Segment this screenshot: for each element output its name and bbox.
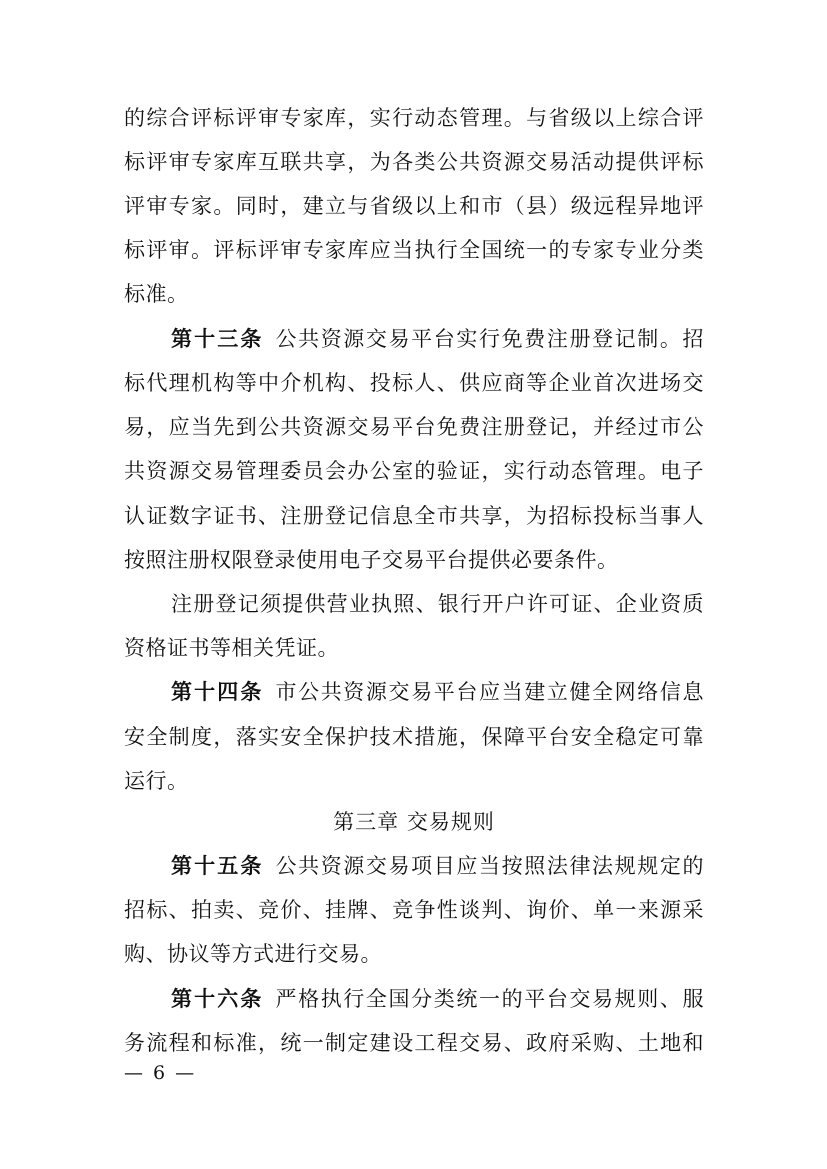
text-line: 评审专家。同时，建立与省级以上和市（县）级远程异地评 (124, 194, 704, 218)
text-line: 易，应当先到公共资源交易平台免费注册登记，并经过市公 (124, 415, 704, 439)
text-line: 标评审。评标评审专家库应当执行全国统一的专家专业分类 (124, 238, 704, 262)
text-line: 运行。 (124, 769, 189, 793)
text-line: 购、协议等方式进行交易。 (124, 942, 382, 966)
text-line: 标评审专家库互联共享，为各类公共资源交易活动提供评标 (124, 150, 704, 174)
text-line: 共资源交易管理委员会办公室的验证，实行动态管理。电子 (124, 459, 704, 483)
article-14-text: 市公共资源交易平台应当建立健全网络信息 (275, 680, 705, 704)
article-15-number: 第十五条 (171, 854, 264, 878)
page-number: — 6 — (124, 1062, 197, 1084)
text-line: 招标、拍卖、竞价、挂牌、竞争性谈判、询价、单一来源采 (124, 898, 704, 922)
text-line: 务流程和标准，统一制定建设工程交易、政府采购、土地和 (124, 1031, 704, 1055)
article-13-text: 公共资源交易平台实行免费注册登记制。招 (275, 327, 705, 351)
text-line: 安全制度，落实安全保护技术措施，保障平台安全稳定可靠 (124, 725, 704, 749)
article-13-number: 第十三条 (171, 327, 264, 351)
text-line: 标准。 (124, 282, 189, 306)
article-15-first-line (171, 848, 704, 884)
chapter-heading: 第三章 交易规则 (333, 810, 495, 834)
article-16-text: 严格执行全国分类统一的平台交易规则、服 (275, 987, 705, 1011)
registration-first-line: 注册登记须提供营业执照、银行开户许可证、企业资质 (171, 592, 704, 616)
text-line: 的综合评标评审专家库，实行动态管理。与省级以上综合评 (124, 106, 704, 130)
article-14-first-line (171, 674, 704, 710)
article-15-text: 公共资源交易项目应当按照法律法规规定的 (275, 854, 705, 878)
text-line: 资格证书等相关凭证。 (124, 636, 339, 660)
article-14-number: 第十四条 (171, 680, 264, 704)
article-16-number: 第十六条 (171, 987, 264, 1011)
article-16-first-line (171, 981, 704, 1017)
article-13-first-line (171, 321, 704, 357)
text-line: 标代理机构等中介机构、投标人、供应商等企业首次进场交 (124, 371, 704, 395)
text-line: 认证数字证书、注册登记信息全市共享，为招标投标当事人 (124, 504, 704, 528)
text-line: 按照注册权限登录使用电子交易平台提供必要条件。 (124, 548, 619, 572)
